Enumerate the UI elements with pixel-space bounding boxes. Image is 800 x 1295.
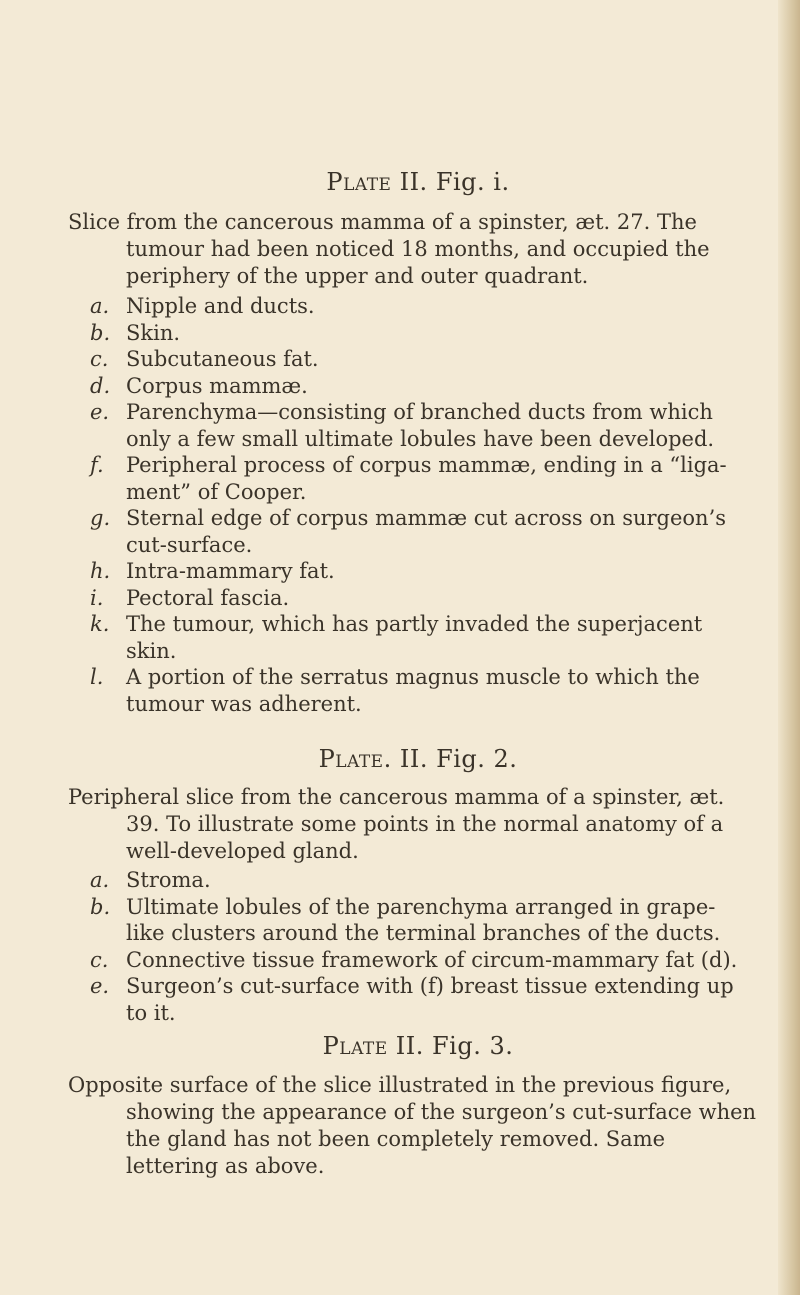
legend-item: g. Sternal edge of corpus mammæ cut across on surgeon’s cut-surface. <box>90 506 727 557</box>
plate-description-fig-2: Peripheral slice from the cancerous mamma of a spinster, æt. 39. To illustrate some points in the normal anatomy of a well-developed gland. <box>68 785 725 863</box>
legend-item: c. Connective tissue framework of circum-mammary fat (d). <box>90 947 738 972</box>
legend-list-fig-2 <box>68 867 758 1026</box>
legend-item: b. Skin. <box>90 320 181 345</box>
legend-item: e. Surgeon’s cut-surface with (f) breast tissue extending up to it. <box>90 974 734 1025</box>
page-edge <box>778 0 800 1295</box>
legend-item: h. Intra-mammary fat. <box>90 559 335 583</box>
legend-item: b. Ultimate lobules of the parenchyma arranged in grape- like clusters around the terminal branches of the ducts. <box>90 894 721 945</box>
plate-title-fig-1: Plate II. Fig. i. <box>326 168 510 196</box>
legend-item: c. Subcutaneous fat. <box>90 347 319 371</box>
legend-item: f. Peripheral process of corpus mammæ, ending in a “liga- ment” of Cooper. <box>90 453 727 504</box>
legend-item: k. The tumour, which has partly invaded the superjacent skin. <box>90 612 703 663</box>
plate-description-fig-3: Opposite surface of the slice illustrated in the previous figure, showing the appearance of the surgeon’s cut-surface when the gland has not been completely removed. Same lettering as above. <box>68 1073 757 1178</box>
plate-description-fig-1: Slice from the cancerous mamma of a spinster, æt. 27. The tumour had been noticed 18 months, and occupied the periphery of the upper and outer quadrant. <box>68 210 710 288</box>
plate-title-fig-3: Plate II. Fig. 3. <box>322 1032 514 1060</box>
legend-list-fig-1 <box>68 293 758 717</box>
legend-item: a. Nipple and ducts. <box>90 294 315 318</box>
legend-item: e. Parenchyma—consisting of branched ducts from which only a few small ultimate lobules have been developed. <box>90 400 715 451</box>
legend-item: d. Corpus mammæ. <box>90 373 308 398</box>
legend-item: a. Stroma. <box>90 868 211 892</box>
plate-title-fig-2: Plate. II. Fig. 2. <box>318 745 518 773</box>
legend-item: i. Pectoral fascia. <box>90 585 290 610</box>
legend-item: l. A portion of the serratus magnus muscle to which the tumour was adherent. <box>90 665 700 716</box>
